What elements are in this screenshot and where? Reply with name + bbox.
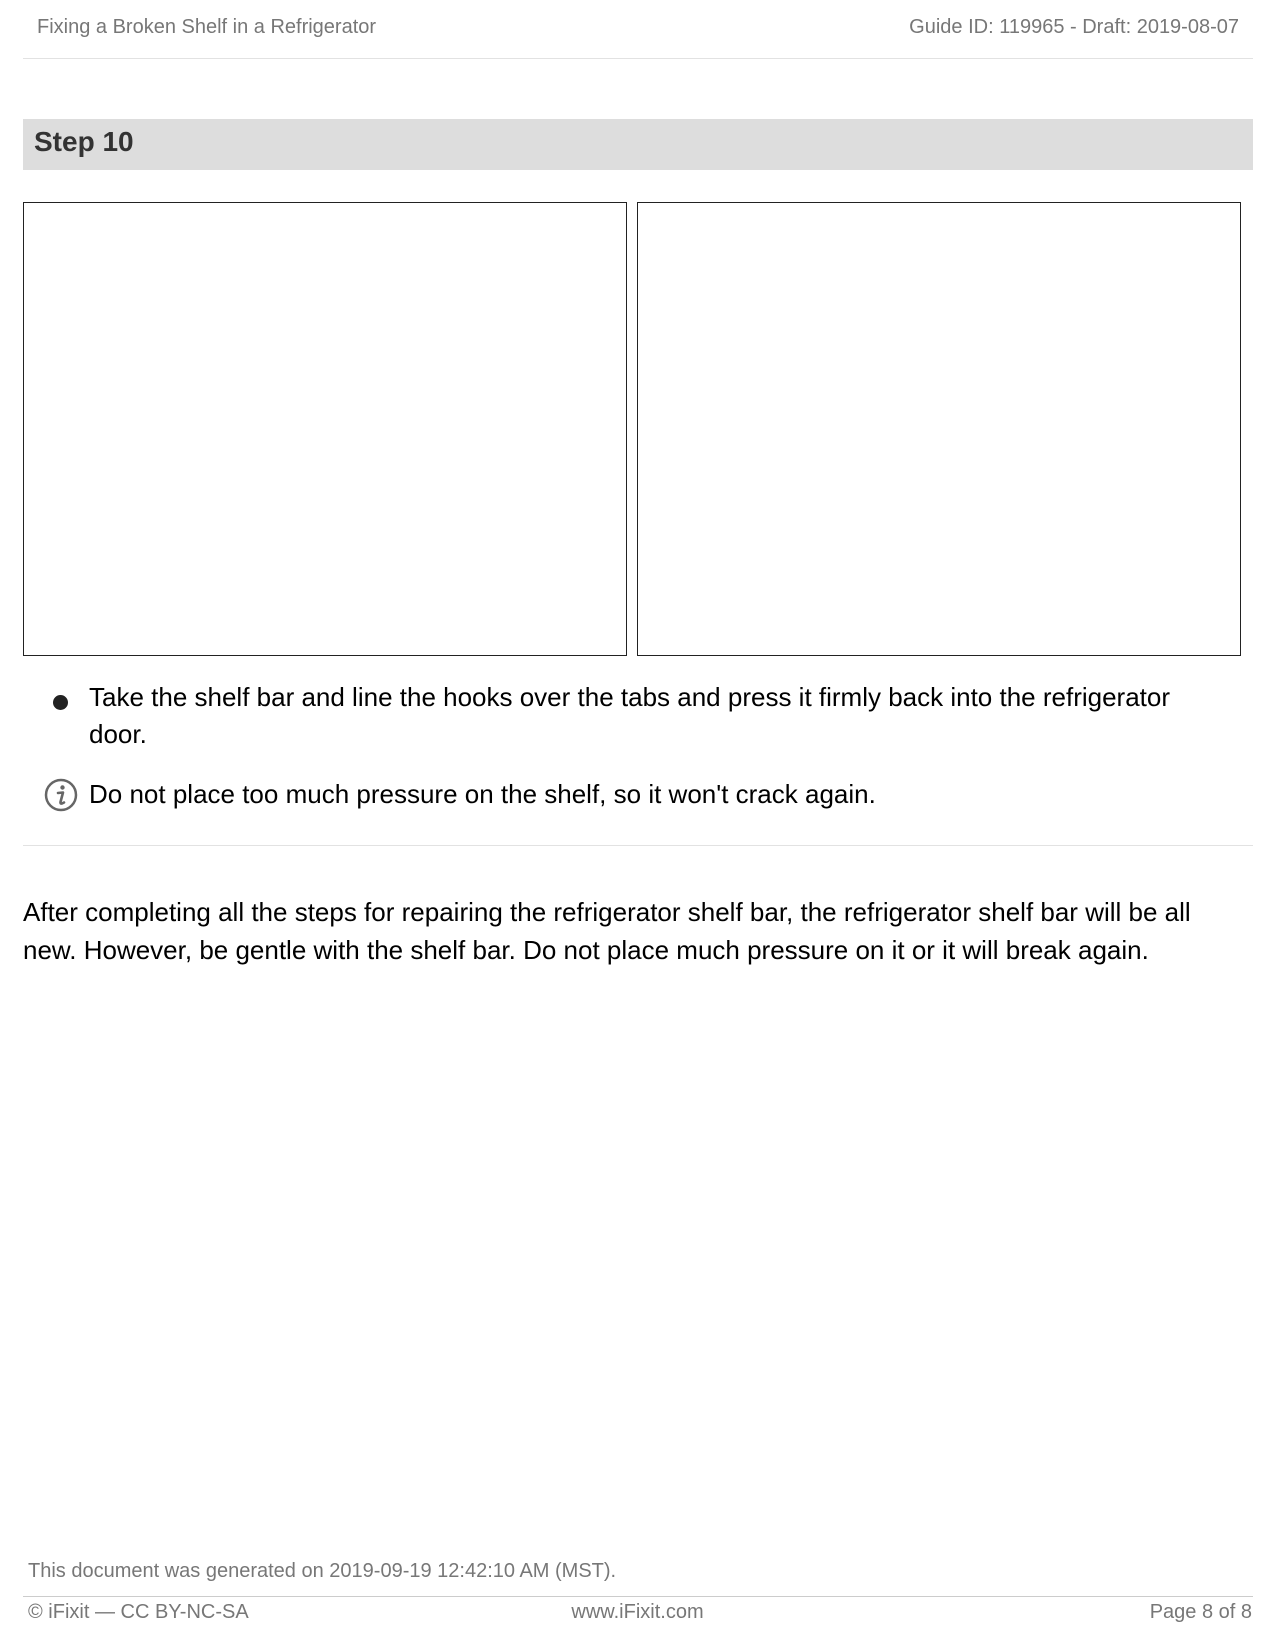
conclusion-text: After completing all the steps for repairing the refrigerator shelf bar, the refrigerator shelf bar will be all new. However, be gentle with the shelf bar. Do not place much pressure on it or it will break again. [23, 897, 1191, 965]
bullet-text: Take the shelf bar and line the hooks over the tabs and press it firmly back into the refrigerator door. [89, 682, 1171, 749]
footer-divider [23, 1596, 1253, 1597]
info-icon [44, 778, 78, 812]
bullet-dot-icon [53, 695, 68, 710]
guide-id: Guide ID: 119965 - Draft: 2019-08-07 [909, 16, 1239, 38]
divider [23, 845, 1253, 846]
footer-page-number: Page 8 of 8 [1149, 1601, 1252, 1623]
step-image-2[interactable] [637, 202, 1241, 656]
guide-title: Fixing a Broken Shelf in a Refrigerator [37, 16, 377, 38]
step-header [23, 119, 1253, 170]
page-header [23, 0, 1253, 59]
step-title: Step 10 [34, 126, 134, 157]
generated-notice: This document was generated on 2019-09-19 12:42:10 AM (MST). [28, 1560, 617, 1582]
note-text: Do not place too much pressure on the shelf, so it won't crack again. [89, 779, 876, 809]
footer-license: © iFixit — CC BY-NC-SA [28, 1601, 249, 1623]
step-image-1[interactable] [23, 202, 627, 656]
footer-site-link[interactable]: www.iFixit.com [571, 1601, 704, 1623]
